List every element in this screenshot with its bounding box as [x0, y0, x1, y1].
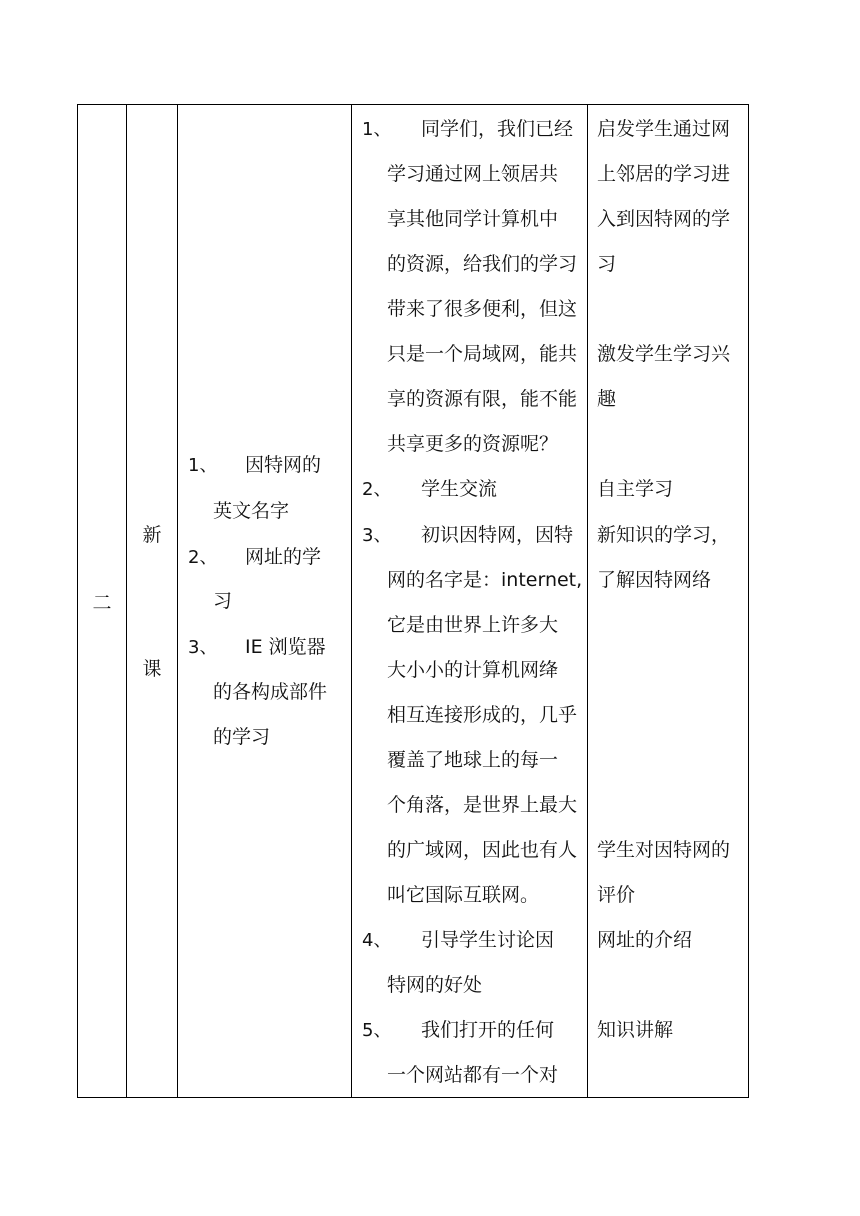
teacher-item-line: 享的资源有限，能不能: [387, 388, 578, 410]
teacher-item-number: 1、: [362, 119, 392, 140]
teacher-item-line: 带来了很多便利，但这: [387, 298, 578, 320]
content-cell: [178, 105, 352, 1098]
teacher-item-number: 4、: [362, 930, 392, 951]
teacher-item-line: 一个网站都有一个对: [387, 1064, 559, 1086]
content-item-line: 因特网的: [245, 454, 322, 476]
teacher-cell: [352, 105, 588, 1098]
teacher-item-number: 2、: [362, 479, 392, 500]
teacher-item-number: 3、: [362, 525, 392, 546]
content-item-number: 1、: [188, 455, 218, 476]
intent-line: 网址的介绍: [597, 929, 693, 951]
intent-line: 习: [597, 253, 617, 275]
content-item-line: 的各构成部件: [213, 681, 328, 703]
teacher-item-line: 的广域网，因此也有人: [387, 839, 578, 861]
intent-line: 自主学习: [597, 478, 674, 500]
intent-line: 激发学生学习兴: [597, 343, 731, 365]
intent-line: 评价: [597, 884, 636, 906]
content-item-line: 的学习: [213, 726, 271, 748]
teacher-item-number: 5、: [362, 1020, 392, 1041]
teacher-item-line: 它是由世界上许多大: [387, 614, 559, 636]
teacher-item-line: 只是一个局域网，能共: [387, 343, 578, 365]
teacher-item-line: 相互连接形成的，几乎: [387, 704, 578, 726]
stage-number: 二: [92, 592, 112, 614]
intent-line: 启发学生通过网: [597, 118, 731, 140]
intent-line: 知识讲解: [597, 1019, 674, 1041]
teacher-item-line: 共享更多的资源呢？: [387, 433, 559, 455]
teacher-item-line: 覆盖了地球上的每一: [387, 749, 559, 771]
content-item-number: 3、: [188, 637, 218, 658]
intent-line: 趣: [597, 388, 617, 410]
intent-line: 入到因特网的学: [597, 208, 731, 230]
content-item-line: IE 浏览器: [245, 636, 326, 658]
intent-line: 学生对因特网的: [597, 839, 731, 861]
stage-name-bottom: 课: [142, 658, 162, 680]
teacher-item-line: 的资源，给我们的学习: [387, 253, 578, 275]
stage-number-cell: [78, 105, 127, 1098]
content-item-number: 2、: [188, 547, 218, 568]
teacher-item-line: 特网的好处: [387, 974, 483, 996]
intent-line: 上邻居的学习进: [597, 163, 731, 185]
teacher-item-line: 学生交流: [421, 478, 498, 500]
teacher-item-line: 初识因特网，因特: [421, 524, 574, 546]
lesson-plan-table: [77, 104, 749, 1098]
intent-line: 新知识的学习，: [597, 524, 731, 546]
stage-name-top: 新: [142, 524, 162, 546]
content-item-line: 英文名字: [213, 500, 290, 522]
content-item-line: 习: [213, 590, 233, 612]
teacher-item-line: 我们打开的任何: [421, 1019, 555, 1041]
teacher-item-line: 个角落，是世界上最大: [387, 794, 578, 816]
intent-cell: [588, 105, 749, 1098]
teacher-item-line: 网的名字是：internet,: [387, 569, 583, 591]
teacher-item-line: 同学们，我们已经: [421, 118, 574, 140]
teacher-item-line: 叫它国际互联网。: [387, 884, 540, 906]
intent-line: 了解因特网络: [597, 569, 712, 591]
teacher-item-line: 大小小的计算机网绛: [387, 659, 559, 681]
teacher-item-line: 引导学生讨论因: [421, 929, 555, 951]
teacher-item-line: 享其他同学计算机中: [387, 208, 559, 230]
stage-name-cell: [127, 105, 178, 1098]
content-item-line: 网址的学: [245, 546, 322, 568]
teacher-item-line: 学习通过网上领居共: [387, 163, 559, 185]
